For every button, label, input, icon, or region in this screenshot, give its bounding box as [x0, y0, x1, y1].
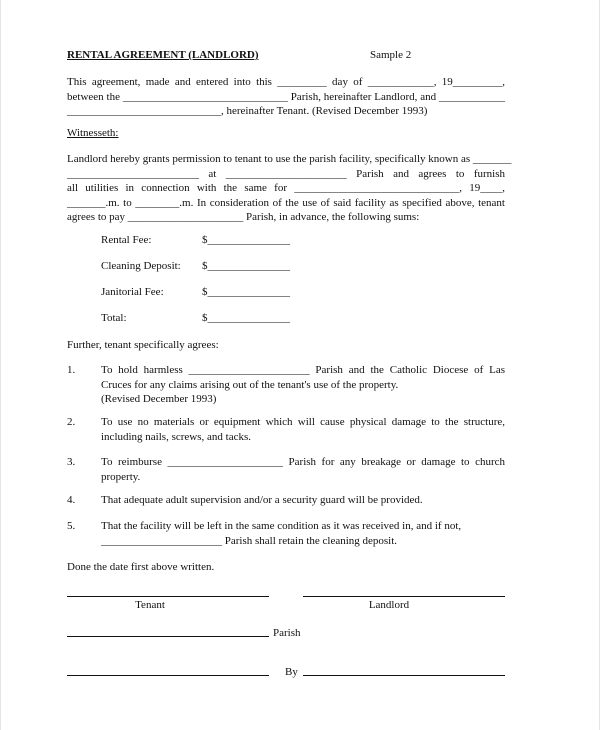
item-2-line-1: To use no materials or equipment which will cause physical damage to the structure,	[101, 416, 505, 428]
sample-label: Sample 2	[370, 49, 412, 61]
parish-signature-line	[67, 636, 269, 637]
landlord-signature-line	[303, 596, 505, 597]
fee-label-total: Total:	[101, 312, 127, 324]
tenant-label: Tenant	[135, 599, 165, 611]
fee-value-rental: $_______________	[202, 234, 290, 246]
by-signature-line	[303, 675, 505, 676]
date-signature-line	[67, 675, 269, 676]
parish-label: Parish	[273, 627, 301, 639]
grant-line-4: _______.m. to ________.m. In consideration of the use of said facility as specified above, tenant	[67, 196, 505, 209]
intro-line-3: ____________________________, hereinafter Tenant. (Revised December 1993)	[67, 105, 428, 117]
item-1-line-2: Cruces for any claims arising out of the tenant's use of the property.	[101, 378, 399, 391]
fee-value-janitorial: $_______________	[202, 286, 290, 298]
intro-paragraph	[67, 75, 505, 119]
intro-line-2: between the ______________________________ Parish, hereinafter Landlord, and ____________	[67, 90, 505, 103]
grant-line-3: all utilities in connection with the same for ______________________________, 19____,	[67, 182, 505, 194]
intro-line-1: This agreement, made and entered into this _________ day of ____________, 19_________,	[67, 76, 505, 88]
by-label: By	[285, 666, 298, 678]
fee-label-rental: Rental Fee:	[101, 234, 152, 246]
fee-label-cleaning: Cleaning Deposit:	[101, 260, 181, 272]
item-number-3: 3.	[67, 456, 76, 468]
item-text-5	[101, 519, 505, 548]
fee-value-cleaning: $_______________	[202, 260, 290, 272]
item-3-line-1: To reimburse _____________________ Parish for any breakage or damage to church	[101, 456, 505, 468]
item-4-line-1: That adequate adult supervision and/or a security guard will be provided.	[101, 494, 423, 506]
document-title: RENTAL AGREEMENT (LANDLORD)	[67, 49, 259, 61]
item-text-3	[101, 455, 505, 484]
item-number-5: 5.	[67, 520, 76, 532]
item-number-1: 1.	[67, 364, 76, 376]
grant-line-2: ________________________ at ______________________ Parish and agrees to furnish	[67, 167, 505, 180]
done-statement: Done the date first above written.	[67, 561, 215, 573]
fee-value-total: $_______________	[202, 312, 290, 324]
item-text-1	[101, 363, 505, 407]
landlord-label: Landlord	[368, 599, 410, 611]
further-heading: Further, tenant specifically agrees:	[67, 339, 219, 351]
fee-label-janitorial: Janitorial Fee:	[101, 286, 164, 298]
item-number-2: 2.	[67, 416, 76, 428]
item-number-4: 4.	[67, 494, 76, 506]
item-2-line-2: including nails, screws, and tacks.	[101, 430, 251, 443]
grant-paragraph	[67, 152, 512, 225]
grant-line-1: Landlord hereby grants permission to tenant to use the parish facility, specifically known as _______	[67, 153, 512, 165]
grant-line-5: agrees to pay _____________________ Parish, in advance, the following sums:	[67, 211, 420, 223]
item-3-line-2: property.	[101, 470, 141, 483]
witnesseth-heading: Witnesseth:	[67, 127, 119, 139]
item-5-line-1: That the facility will be left in the same condition as it was received in, and if not,	[101, 520, 462, 532]
item-1-line-3: (Revised December 1993)	[101, 393, 217, 405]
item-text-2	[101, 415, 505, 444]
item-1-line-1: To hold harmless ______________________ Parish and the Catholic Diocese of Las	[101, 364, 505, 376]
tenant-signature-line	[67, 596, 269, 597]
item-5-line-2: ______________________ Parish shall retain the cleaning deposit.	[101, 534, 398, 547]
item-text-4	[101, 493, 505, 508]
title-row	[67, 48, 507, 62]
